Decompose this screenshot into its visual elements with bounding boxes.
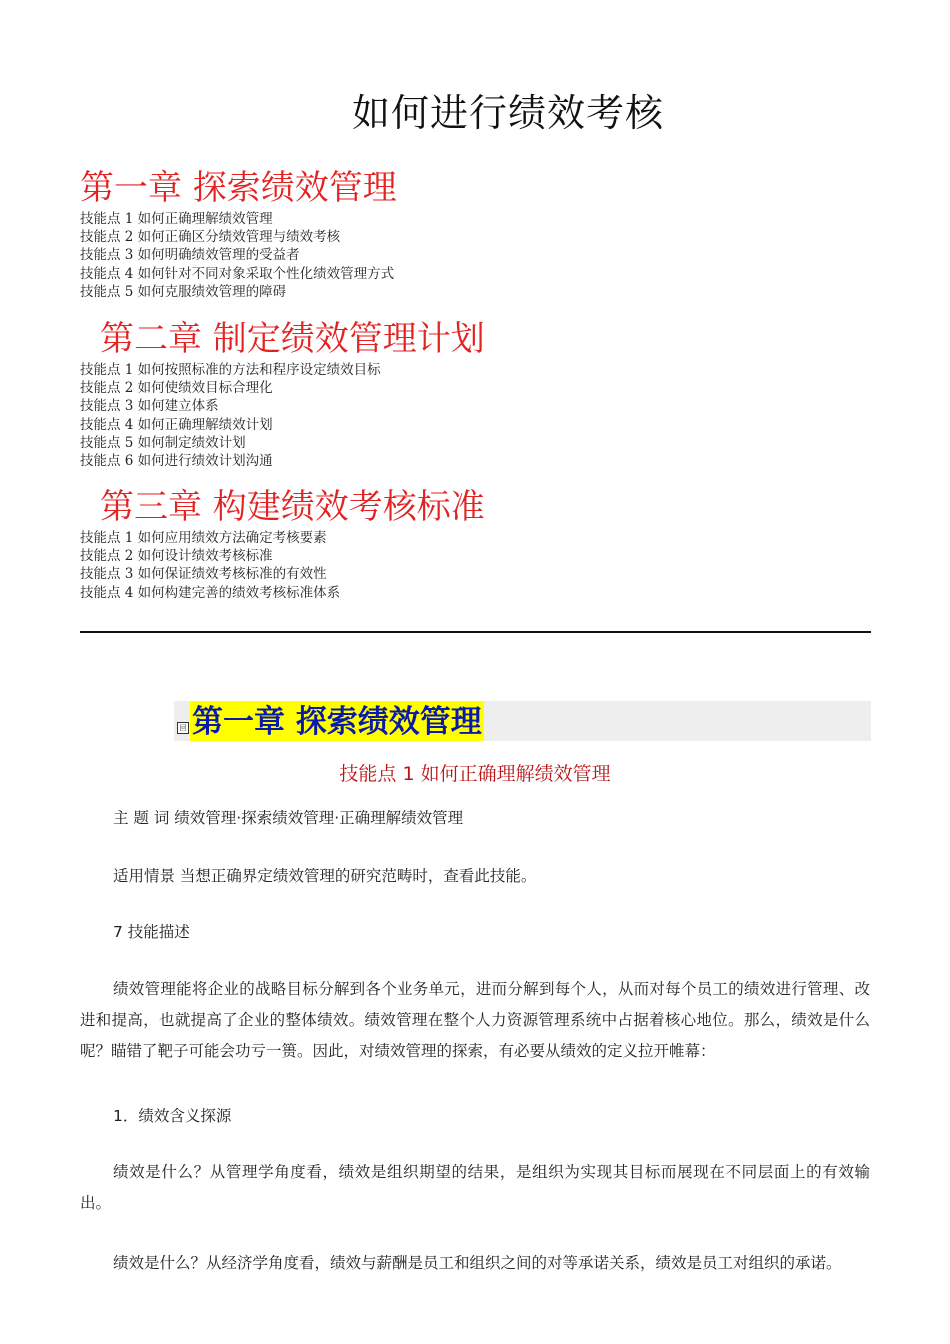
body-paragraph: 绩效是什么？从经济学角度看，绩效与薪酬是员工和组织之间的对等承诺关系，绩效是员工对组织的承诺。 [113, 1254, 842, 1272]
toc-skill-item[interactable]: 技能点 6 如何进行绩效计划沟通 [80, 453, 273, 470]
toc-skill-item[interactable]: 技能点 1 如何正确理解绩效管理 [80, 211, 273, 227]
toc-skill-item[interactable]: 技能点 3 如何保证绩效考核标准的有效性 [80, 566, 327, 583]
body-paragraph: 绩效是什么？从管理学角度看，绩效是组织期望的结果，是组织为实现其目标而展现在不同层面上的有效输出。 [80, 1163, 870, 1212]
toc-skill-item[interactable]: 技能点 5 如何克服绩效管理的障碍 [80, 283, 287, 300]
scenario-line: 适用情景 当想正确界定绩效管理的研究范畴时，查看此技能。 [113, 867, 537, 885]
document-title: 如何进行绩效考核 [352, 91, 665, 135]
anchor-icon: 回 [177, 722, 189, 734]
toc-skill-item[interactable]: 技能点 2 如何设计绩效考核标准 [80, 548, 273, 565]
toc-skill-item[interactable]: 技能点 1 如何应用绩效方法确定考核要素 [80, 530, 327, 546]
toc-skill-item[interactable]: 技能点 1 如何按照标准的方法和程序设定绩效目标 [80, 362, 381, 378]
list-item-heading: 1．绩效含义探源 [113, 1107, 232, 1125]
toc-skill-item[interactable]: 技能点 2 如何使绩效目标合理化 [80, 380, 273, 397]
chapter-title: 第一章 探索绩效管理 [190, 701, 484, 741]
body-paragraph: 绩效管理能将企业的战略目标分解到各个业务单元，进而分解到每个人，从而对每个员工的绩效进行管理、改进和提高，也就提高了企业的整体绩效。绩效管理在整个人力资源管理系统中占据着核心地位。那么，绩效是什么呢？瞄错了靶子可能会功亏一篑。因此，对绩效管理的探索，有必要从绩效的定义拉开帷幕： [80, 980, 870, 1060]
toc-chapter-3 [80, 487, 880, 602]
toc-skill-item[interactable]: 技能点 4 如何针对不同对象采取个性化绩效管理方式 [80, 265, 395, 282]
keywords-line: 主 题 词 绩效管理·探索绩效管理·正确理解绩效管理 [113, 809, 464, 827]
toc-chapter-heading: 第二章 制定绩效管理计划 [100, 319, 485, 359]
toc-skill-item[interactable]: 技能点 4 如何正确理解绩效计划 [80, 416, 273, 433]
toc-skill-item[interactable]: 技能点 2 如何正确区分绩效管理与绩效考核 [80, 229, 341, 246]
toc-skill-item[interactable]: 技能点 3 如何建立体系 [80, 398, 219, 415]
toc-skill-list [80, 529, 880, 602]
toc-skill-list [80, 361, 880, 470]
chapter-section-band [174, 701, 871, 741]
toc-skill-list [80, 210, 880, 301]
toc-chapter-2 [80, 319, 880, 470]
toc-chapter-heading: 第三章 构建绩效考核标准 [100, 487, 485, 527]
toc-skill-item[interactable]: 技能点 5 如何制定绩效计划 [80, 434, 246, 451]
skill-title: 技能点 1 如何正确理解绩效管理 [339, 763, 611, 785]
toc-chapter-1 [80, 168, 880, 301]
skill-description-heading: 7 技能描述 [113, 923, 190, 941]
toc-skill-item[interactable]: 技能点 4 如何构建完善的绩效考核标准体系 [80, 584, 341, 601]
toc-skill-item[interactable]: 技能点 3 如何明确绩效管理的受益者 [80, 247, 300, 264]
toc-chapter-heading: 第一章 探索绩效管理 [80, 168, 397, 208]
section-divider [80, 631, 871, 633]
